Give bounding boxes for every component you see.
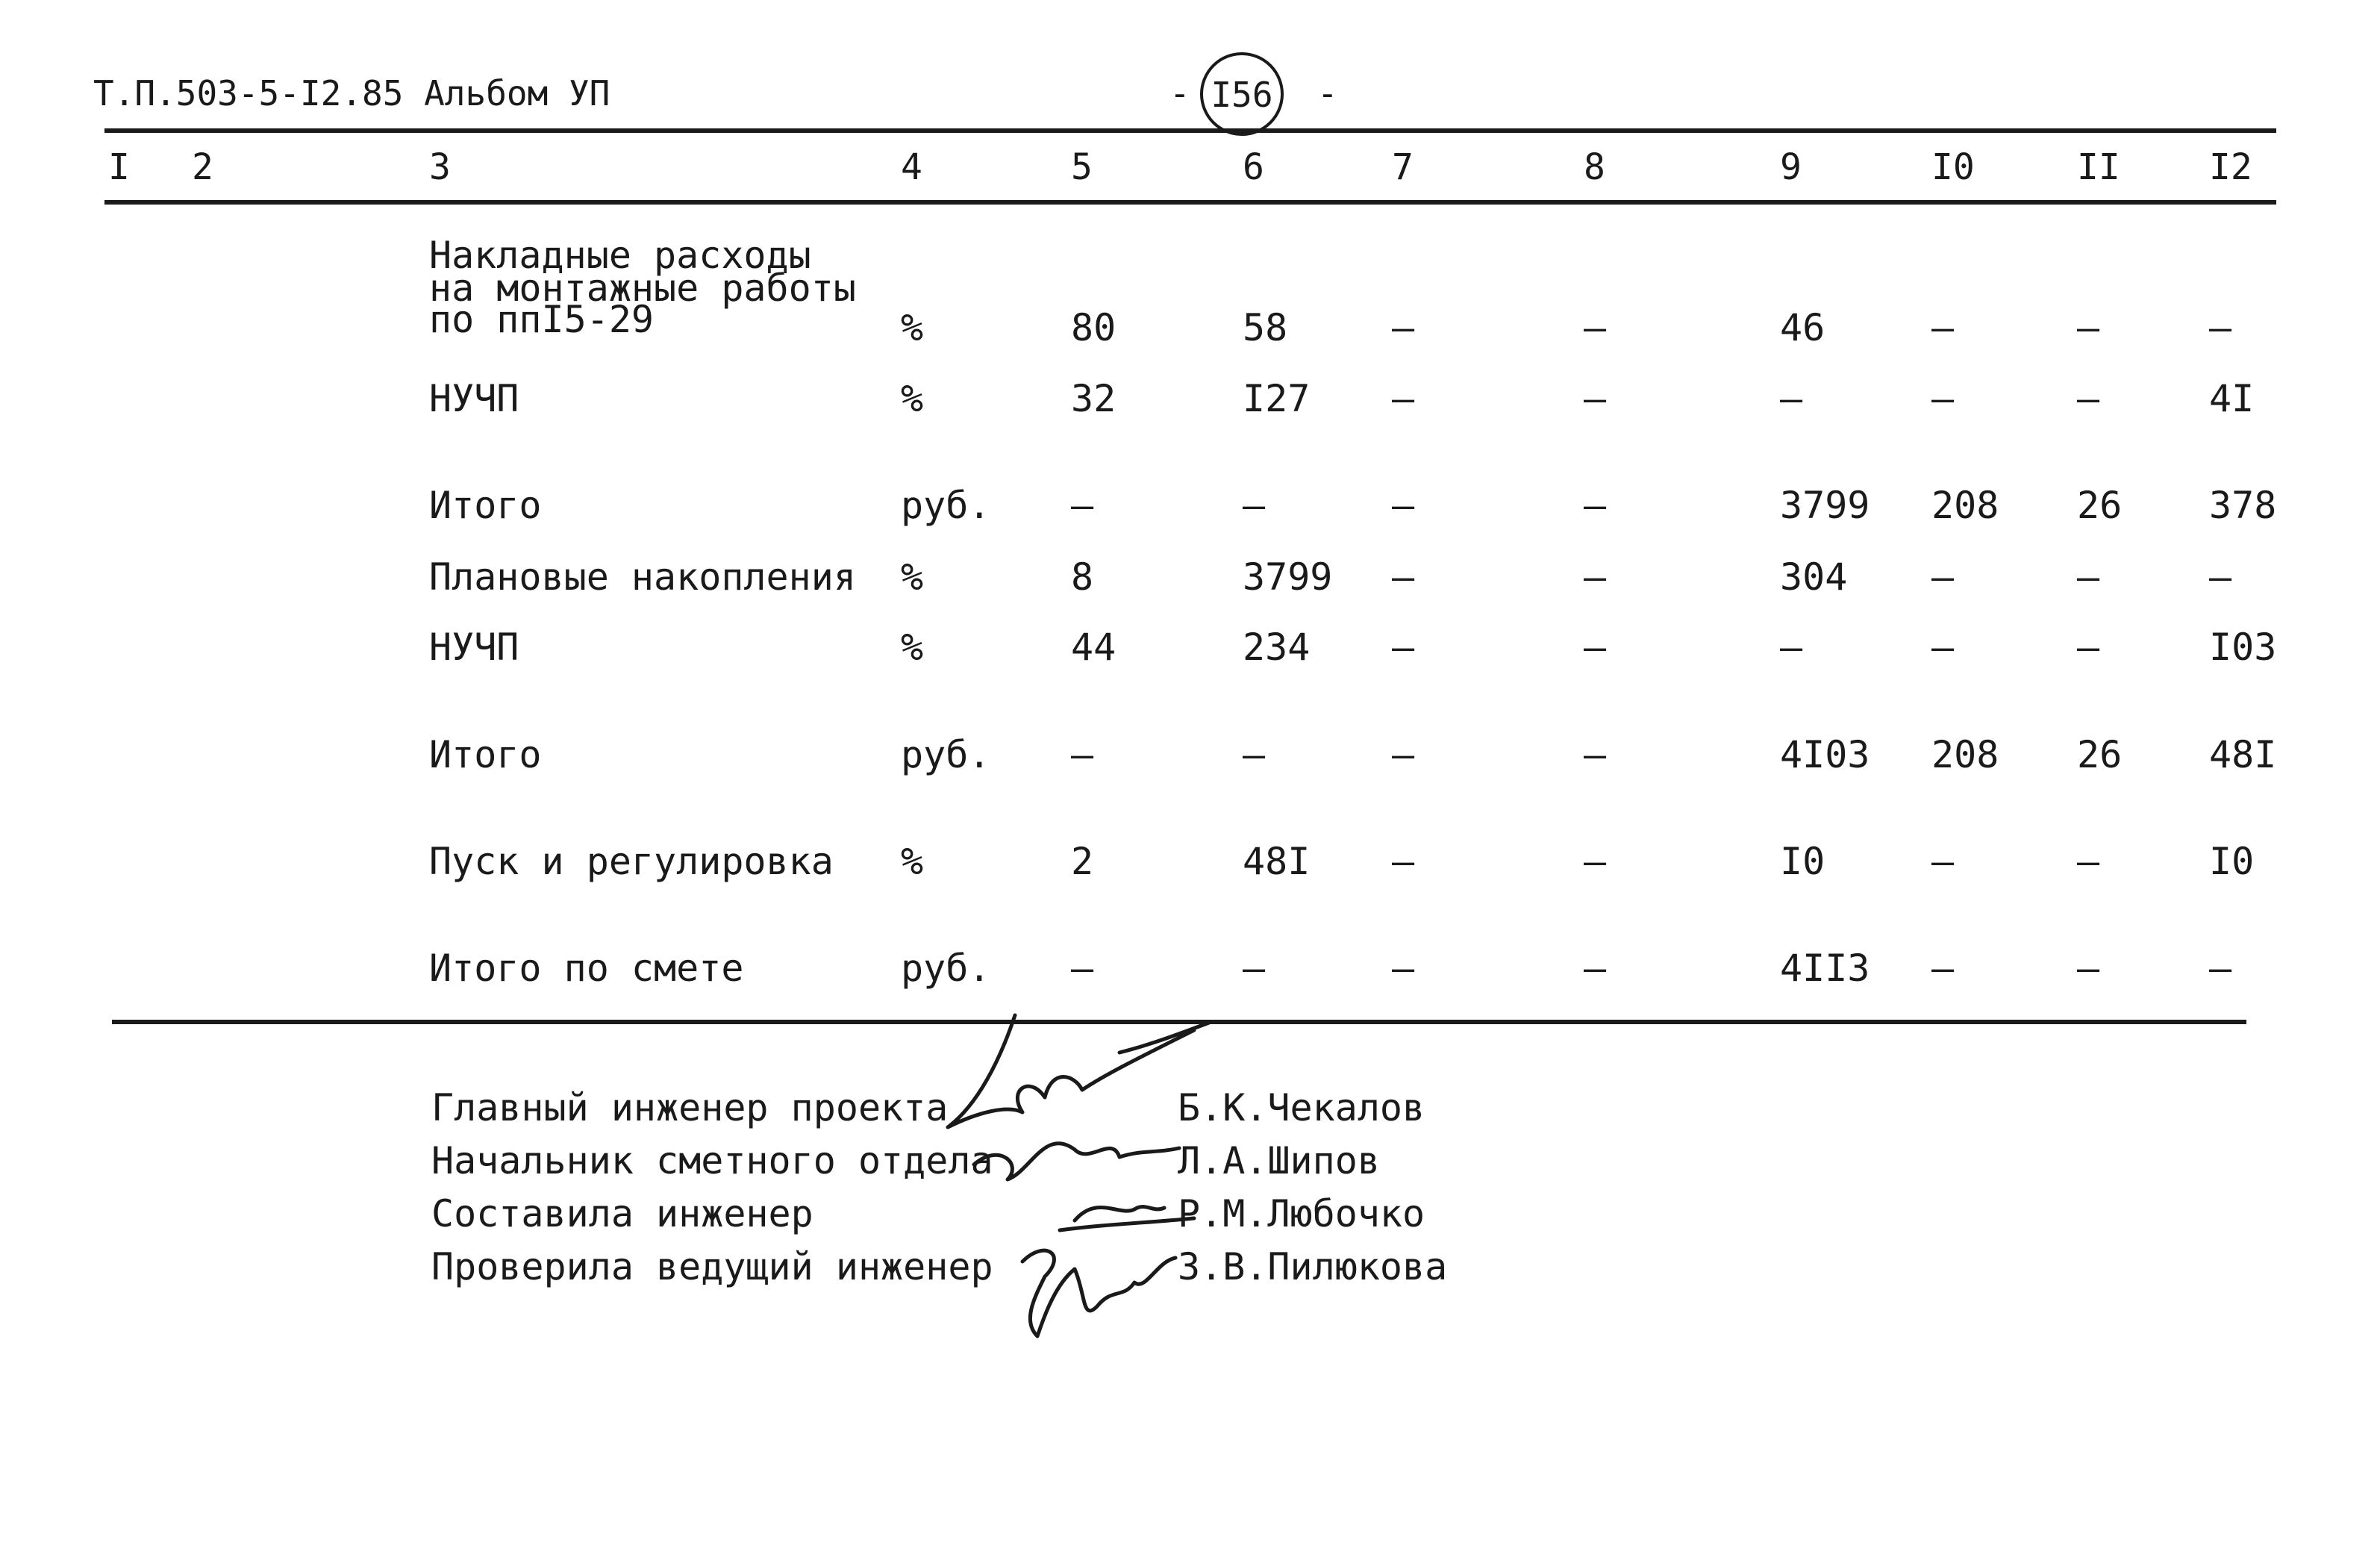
value-cell: – xyxy=(1071,733,1094,776)
row-label-line: по ппI5-29 xyxy=(429,298,655,341)
value-cell: 48I xyxy=(2209,733,2277,776)
value-cell: 208 xyxy=(1931,484,1999,527)
row-label: Плановые накопления xyxy=(429,555,856,599)
row-label: НУЧП xyxy=(429,377,519,420)
column-header-9: 9 xyxy=(1780,146,1802,188)
value-cell: 8 xyxy=(1071,555,1094,599)
value-cell: – xyxy=(1780,626,1803,669)
value-cell: – xyxy=(1071,484,1094,527)
column-header-5: 5 xyxy=(1071,146,1093,188)
value-cell: 304 xyxy=(1780,555,1848,599)
signature-role: Начальник сметного отдела xyxy=(431,1139,993,1182)
value-cell: – xyxy=(2077,306,2100,349)
value-cell: 32 xyxy=(1071,377,1116,420)
value-cell: – xyxy=(1931,626,1955,669)
column-header-8: 8 xyxy=(1584,146,1605,188)
unit-cell: руб. xyxy=(901,733,991,776)
row-label: Итого xyxy=(429,484,542,527)
value-cell: – xyxy=(1392,484,1415,527)
header-bottom-rule xyxy=(104,200,2276,205)
signature-scribble-2 xyxy=(974,1144,1179,1179)
value-cell: – xyxy=(2209,306,2232,349)
value-cell: 46 xyxy=(1780,306,1825,349)
value-cell: 234 xyxy=(1243,626,1311,669)
value-cell: 2 xyxy=(1071,840,1094,883)
column-header-12: I2 xyxy=(2209,146,2252,188)
document-reference: Т.П.503-5-I2.85 Альбом УП xyxy=(93,73,610,113)
unit-cell: % xyxy=(901,840,924,883)
column-header-6: 6 xyxy=(1243,146,1264,188)
value-cell: – xyxy=(1584,484,1607,527)
value-cell: – xyxy=(1780,377,1803,420)
value-cell: – xyxy=(2077,840,2100,883)
signature-scribble-4 xyxy=(1022,1250,1175,1336)
value-cell: – xyxy=(1392,840,1415,883)
value-cell: – xyxy=(1392,377,1415,420)
value-cell: 4I xyxy=(2209,377,2255,420)
unit-cell: % xyxy=(901,306,924,349)
signature-name: Р.М.Любочко xyxy=(1178,1192,1425,1235)
value-cell: – xyxy=(1584,840,1607,883)
value-cell: – xyxy=(1392,555,1415,599)
row-label: НУЧП xyxy=(429,626,519,669)
page-number: I56 xyxy=(1211,75,1273,115)
value-cell: 3799 xyxy=(1780,484,1870,527)
value-cell: – xyxy=(1931,947,1955,990)
unit-cell: руб. xyxy=(901,484,991,527)
header-top-rule xyxy=(104,128,2276,133)
signature-role: Составила инженер xyxy=(431,1192,813,1235)
value-cell: – xyxy=(1931,840,1955,883)
unit-cell: % xyxy=(901,626,924,669)
value-cell: I0 xyxy=(1780,840,1825,883)
value-cell: – xyxy=(2209,555,2232,599)
column-header-1: I xyxy=(108,146,130,188)
signature-scribble-3 xyxy=(1060,1206,1194,1230)
value-cell: – xyxy=(1584,306,1607,349)
value-cell: – xyxy=(1392,306,1415,349)
unit-cell: % xyxy=(901,377,924,420)
row-label: Пуск и регулировка xyxy=(429,840,834,883)
column-header-4: 4 xyxy=(901,146,922,188)
value-cell: I27 xyxy=(1243,377,1311,420)
value-cell: – xyxy=(2077,555,2100,599)
value-cell: – xyxy=(1392,947,1415,990)
value-cell: 48I xyxy=(1243,840,1311,883)
row-label-line: на монтажные работы xyxy=(429,266,856,310)
value-cell: I03 xyxy=(2209,626,2277,669)
value-cell: 26 xyxy=(2077,484,2123,527)
value-cell: 26 xyxy=(2077,733,2123,776)
value-cell: – xyxy=(1931,555,1955,599)
value-cell: 378 xyxy=(2209,484,2277,527)
value-cell: – xyxy=(1392,733,1415,776)
value-cell: 80 xyxy=(1071,306,1116,349)
value-cell: – xyxy=(2077,947,2100,990)
value-cell: – xyxy=(1931,377,1955,420)
column-header-7: 7 xyxy=(1392,146,1414,188)
unit-cell: руб. xyxy=(901,947,991,990)
value-cell: 58 xyxy=(1243,306,1288,349)
column-header-2: 2 xyxy=(192,146,213,188)
value-cell: – xyxy=(1243,733,1266,776)
row-label: Итого xyxy=(429,733,542,776)
value-cell: – xyxy=(2209,947,2232,990)
value-cell: – xyxy=(1584,555,1607,599)
signature-name: З.В.Пилюкова xyxy=(1178,1245,1448,1288)
value-cell: 3799 xyxy=(1243,555,1333,599)
value-cell: – xyxy=(1584,626,1607,669)
value-cell: – xyxy=(1243,947,1266,990)
signature-name: Б.К.Чекалов xyxy=(1178,1086,1425,1129)
value-cell: – xyxy=(1584,377,1607,420)
page-number-dash-left: - xyxy=(1169,73,1190,113)
signature-role: Проверила ведущий инженер xyxy=(431,1245,993,1288)
page-number-dash-right: - xyxy=(1317,73,1338,113)
value-cell: 44 xyxy=(1071,626,1116,669)
row-label-line: Накладные расходы xyxy=(429,234,811,277)
value-cell: – xyxy=(2077,626,2100,669)
value-cell: – xyxy=(2077,377,2100,420)
signature-role: Главный инженер проекта xyxy=(431,1086,949,1129)
column-header-11: II xyxy=(2077,146,2120,188)
value-cell: – xyxy=(1584,733,1607,776)
unit-cell: % xyxy=(901,555,924,599)
column-header-10: I0 xyxy=(1931,146,1975,188)
value-cell: – xyxy=(1243,484,1266,527)
page-number-circle xyxy=(1200,52,1284,136)
handwritten-signatures xyxy=(896,1000,1314,1351)
value-cell: – xyxy=(1392,626,1415,669)
signature-name: Л.А.Шипов xyxy=(1178,1139,1380,1182)
row-label: Итого по смете xyxy=(429,947,744,990)
value-cell: – xyxy=(1931,306,1955,349)
column-header-3: 3 xyxy=(429,146,451,188)
value-cell: 208 xyxy=(1931,733,1999,776)
value-cell: – xyxy=(1584,947,1607,990)
signature-scribble-1 xyxy=(948,1015,1209,1127)
value-cell: 4II3 xyxy=(1780,947,1870,990)
value-cell: – xyxy=(1071,947,1094,990)
value-cell: 4I03 xyxy=(1780,733,1870,776)
value-cell: I0 xyxy=(2209,840,2255,883)
